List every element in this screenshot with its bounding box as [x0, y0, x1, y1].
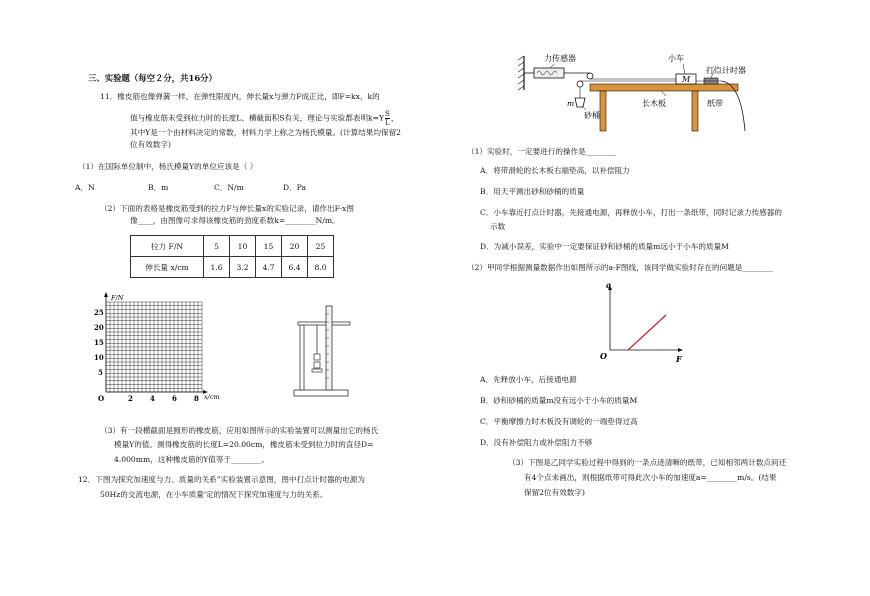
- y-tick: 20: [94, 323, 104, 332]
- car-label: 小车: [668, 54, 684, 63]
- q12-part3-line3: 保留2位有效数字): [524, 488, 585, 497]
- section-title: 三、实验题（每空２分，共16分）: [88, 73, 217, 83]
- timer-label: 打点计时器: [706, 66, 746, 75]
- q11-line4: 位有效数字): [130, 140, 171, 149]
- q12-line2: 50Hz的交流电源，在小车质量'定的情况下探究加速度与力的关系。: [100, 490, 328, 499]
- fx-grid-graph: [80, 292, 220, 402]
- q11-part2-line2: 像____，由图像可求得该橡皮筋的劲度系数k=________N/m。: [130, 216, 340, 225]
- table-row: [131, 257, 334, 278]
- q11-opt-c: C．N/m: [214, 183, 244, 192]
- car-mass-label: M: [682, 75, 691, 84]
- table-cell: 5: [204, 236, 230, 257]
- q12-opt-c-cont: 示数: [490, 222, 506, 231]
- table-cell: 拉力 F/N: [131, 236, 204, 257]
- y-axis-label: F/N: [111, 294, 124, 302]
- table-row: [131, 236, 334, 257]
- q12-opt-b: B．用天平测出砂和砂桶的质量: [480, 187, 585, 196]
- force-sensor-label: 力传感器: [544, 54, 576, 63]
- q12-opt-d: D．为减小误差，实验中一定要保证砂和砂桶的质量m远小于小车的质量M: [480, 242, 729, 251]
- x-axis-label: x/cm: [204, 393, 220, 401]
- af-line: [628, 315, 666, 350]
- q12-opt-c: C．小车靠近打点计时器，先接通电源，再释放小车，打出一条纸带，同时记录力传感器的: [480, 208, 782, 217]
- q11-opt-a: A．N: [75, 183, 95, 192]
- q11-part3-line1: （3）有一段横截面是圆形的橡皮筋，应用如图所示的实验装置可以测量出它的杨氏: [100, 426, 379, 435]
- table-cell: 1.6: [204, 257, 230, 278]
- board-label: 长木板: [642, 99, 666, 108]
- q12-p2-opt-b: B．砂和砂桶的质量m没有远小于小车的质量M: [480, 396, 638, 405]
- table-cell: 10: [230, 236, 256, 257]
- q12-p2-opt-a: A．先释放小车，后接通电源: [480, 375, 577, 384]
- table-cell: 伸长量 x/cm: [131, 257, 204, 278]
- af-y-label: a: [606, 280, 612, 290]
- q12-p2-opt-d: D．没有补偿阻力或补偿阻力不够: [480, 438, 593, 447]
- frac-den: L: [385, 119, 390, 127]
- y-tick: 25: [94, 308, 104, 317]
- q11-part2-line1: （2）下面的表格是橡皮筋受到的拉力F与伸长量x的实验记录，请作出F-x图: [100, 204, 354, 213]
- table-cell: 6.4: [282, 257, 308, 278]
- x-tick: 4: [150, 394, 155, 403]
- table-cell: 8.0: [308, 257, 334, 278]
- af-graph: [596, 282, 692, 366]
- af-origin-label: O: [600, 351, 607, 361]
- q11-part1: （1）在国际单位制中，杨氏模量Y的单位应该是（ ）: [78, 162, 258, 171]
- x-tick: 6: [172, 394, 177, 403]
- q12-p2-opt-c: C．平衡摩擦力时木板没有调轮的一端垫得过高: [480, 417, 638, 426]
- origin-label: O: [98, 394, 105, 403]
- q12-opt-a: A．将带滑轮的长木板右端垫高，以补偿阻力: [480, 166, 630, 175]
- x-tick: 8: [194, 394, 199, 403]
- data-table: [130, 235, 334, 278]
- q12-part3-line1: （3）下图是乙同学实验过程中得到的一条点迹清晰的纸带，已知相邻两计数点间还: [508, 458, 787, 467]
- sand-mass-label: m: [567, 99, 575, 108]
- q12-line1: 12．下图为探究加速度与力、质量的关系”实验装置示意图，图中打点计时器的电源为: [78, 475, 365, 484]
- q11-line3: 其中Y是一个由材料决定的常数，材料力学上称之为杨氏模量。(计算结果均保留2: [130, 128, 401, 137]
- tape-label: 纸带: [707, 99, 723, 108]
- table-cell: 15: [256, 236, 282, 257]
- q12-part1: （1）实验时，一定要进行的操作是________: [467, 147, 617, 156]
- table-cell: 4.7: [256, 257, 282, 278]
- q11-opt-d: D．Pa: [283, 183, 306, 192]
- af-x-label: F: [676, 354, 682, 364]
- q11-line2: 值与橡皮筋未受到拉力时的长度L、横截面积S有关，理论与实验都表明k=Y $\frac{S}{L}$ ，: [130, 110, 399, 127]
- y-tick: 5: [98, 368, 103, 377]
- table-cell: 3.2: [230, 257, 256, 278]
- frac-num: S: [385, 110, 390, 118]
- q11-opt-b: B．m: [148, 183, 169, 192]
- y-tick: 10: [94, 353, 104, 362]
- q12-part2: （2）甲同学根据测量数据作出如图所示的a-F图线，该同学做实验时存在的问题是________: [467, 263, 773, 272]
- q12-part3-line2: 有4个点未画出，则根据纸带可得此次小车的加速度a=________m/s。(结果: [524, 473, 777, 482]
- q11-part3-line2: 模量Y的值。测得橡皮筋的长度L=20.00cm，橡皮筋未受到拉力时的直径D=: [114, 440, 374, 449]
- table-cell: 25: [308, 236, 334, 257]
- q11-line1: 11．橡皮筋也像弹簧一样，在弹性限度内，伸长量x与弹力F成正比，即F=kx，k的: [100, 92, 380, 101]
- cart-apparatus-figure: [516, 50, 776, 140]
- stand-apparatus-figure: [290, 304, 360, 400]
- y-tick: 15: [94, 338, 104, 347]
- q11-part3-line3: 4.000mm，这种橡皮筋的Y值等于________。: [114, 455, 270, 464]
- bucket-label: 砂桶: [584, 111, 600, 120]
- x-tick: 2: [128, 394, 133, 403]
- table-cell: 20: [282, 236, 308, 257]
